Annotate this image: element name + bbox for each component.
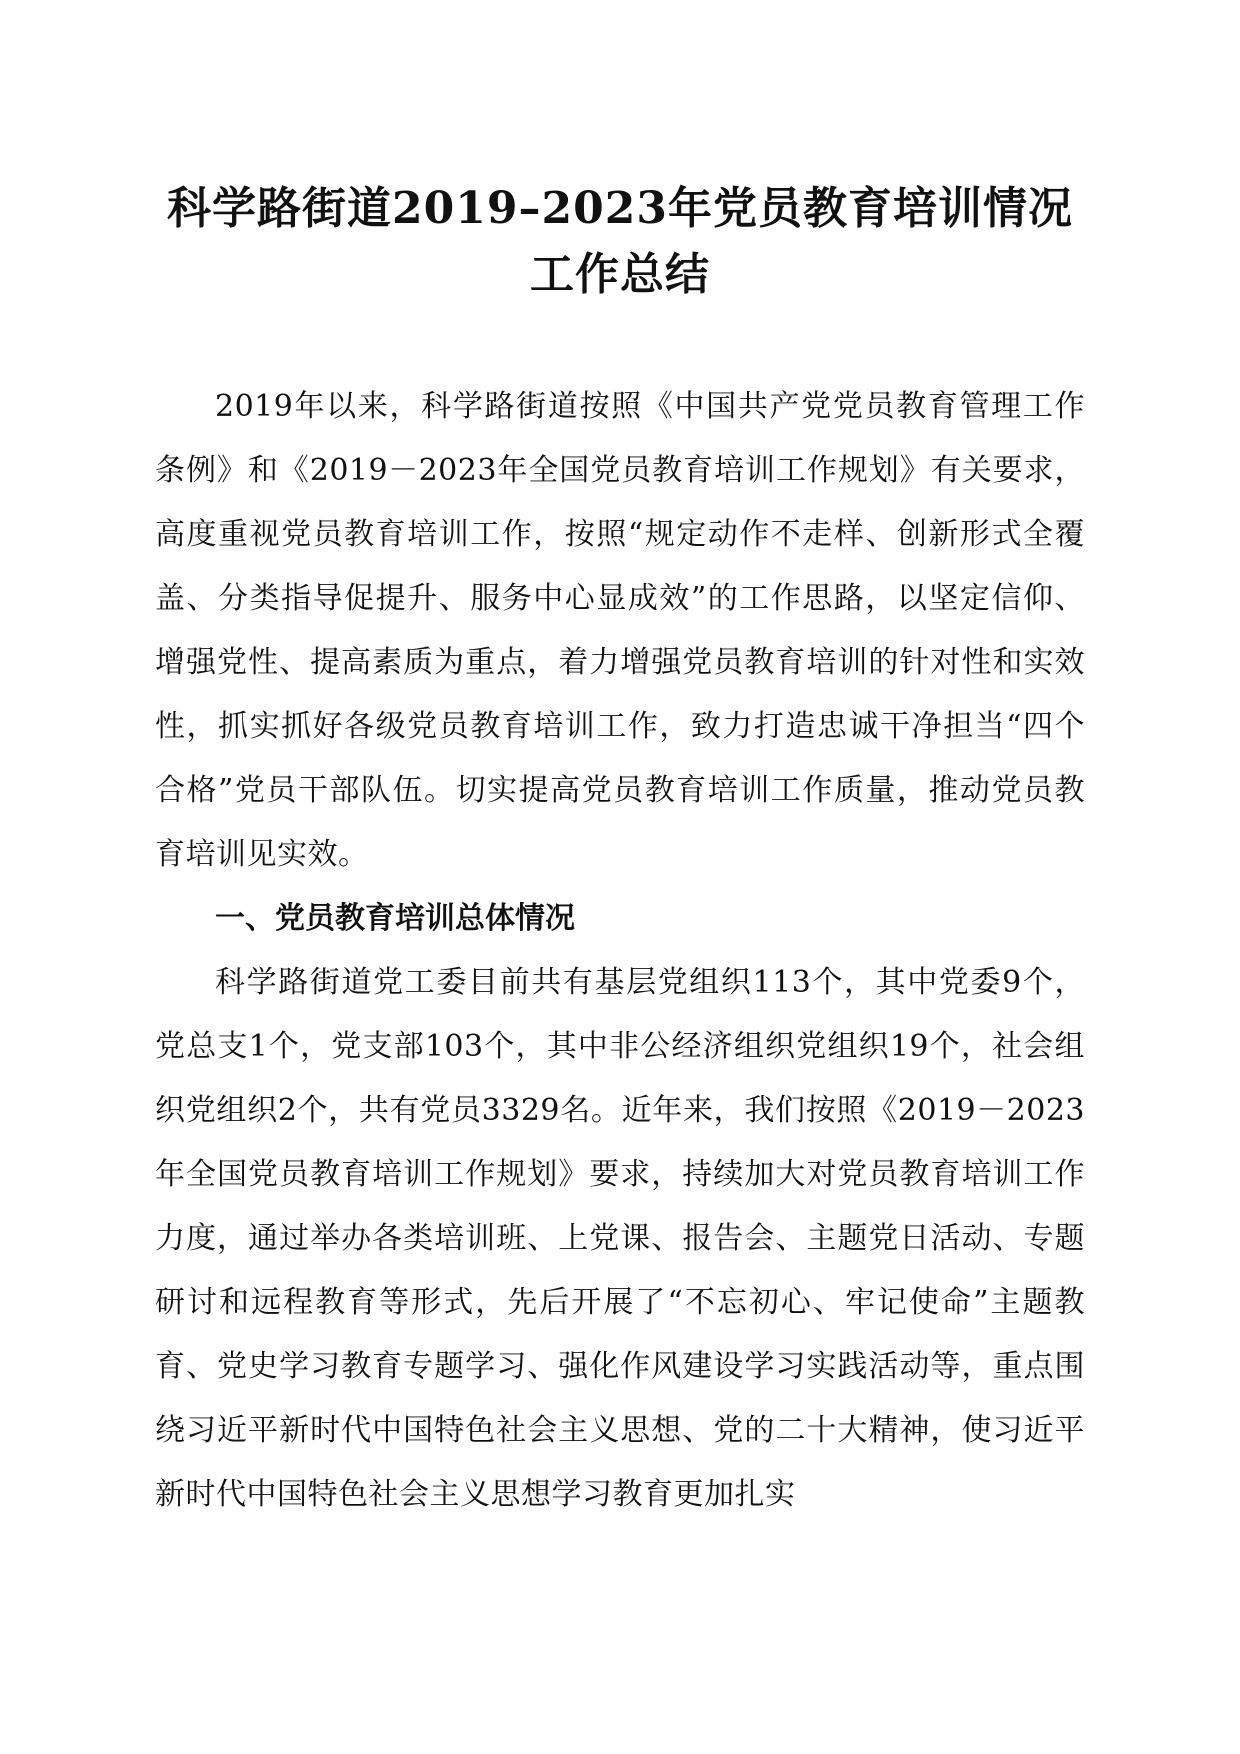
document-title bbox=[150, 176, 1090, 308]
title-line-1: 科学路街道2019–2023年党员教育培训情况 bbox=[167, 183, 1073, 234]
document-body bbox=[155, 375, 1085, 1527]
overview-paragraph: 科学路街道党工委目前共有基层党组织113个，其中党委9个，党总支1个，党支部103个，其中非公经济组织党组织19个，社会组织党组织2个，共有党员3329名。近年来，我们按照《2019－2023年全国党员教育培训工作规划》要求，持续加大对党员教育培训工作力度，通过举办各类培训班、上党课、报告会、主题党日活动、专题研讨和远程教育等形式，先后开展了“不忘初心、牢记使命”主题教育、党史学习教育专题学习、强化作风建设学习实践活动等，重点围绕习近平新时代中国特色社会主义思想、党的二十大精神，使习近平新时代中国特色社会主义思想学习教育更加扎实 bbox=[155, 965, 1085, 1512]
title-line-2: 工作总结 bbox=[530, 249, 710, 300]
section-heading-overview: 一、党员教育培训总体情况 bbox=[215, 901, 575, 936]
intro-paragraph: 2019年以来，科学路街道按照《中国共产党党员教育管理工作条例》和《2019－2023年全国党员教育培训工作规划》有关要求，高度重视党员教育培训工作，按照“规定动作不走样、创新形式全覆盖、分类指导促提升、服务中心显成效”的工作思路，以坚定信仰、增强党性、提高素质为重点，着力增强党员教育培训的针对性和实效性，抓实抓好各级党员教育培训工作，致力打造忠诚干净担当“四个合格”党员干部队伍。切实提高党员教育培训工作质量，推动党员教育培训见实效。 bbox=[155, 389, 1085, 872]
